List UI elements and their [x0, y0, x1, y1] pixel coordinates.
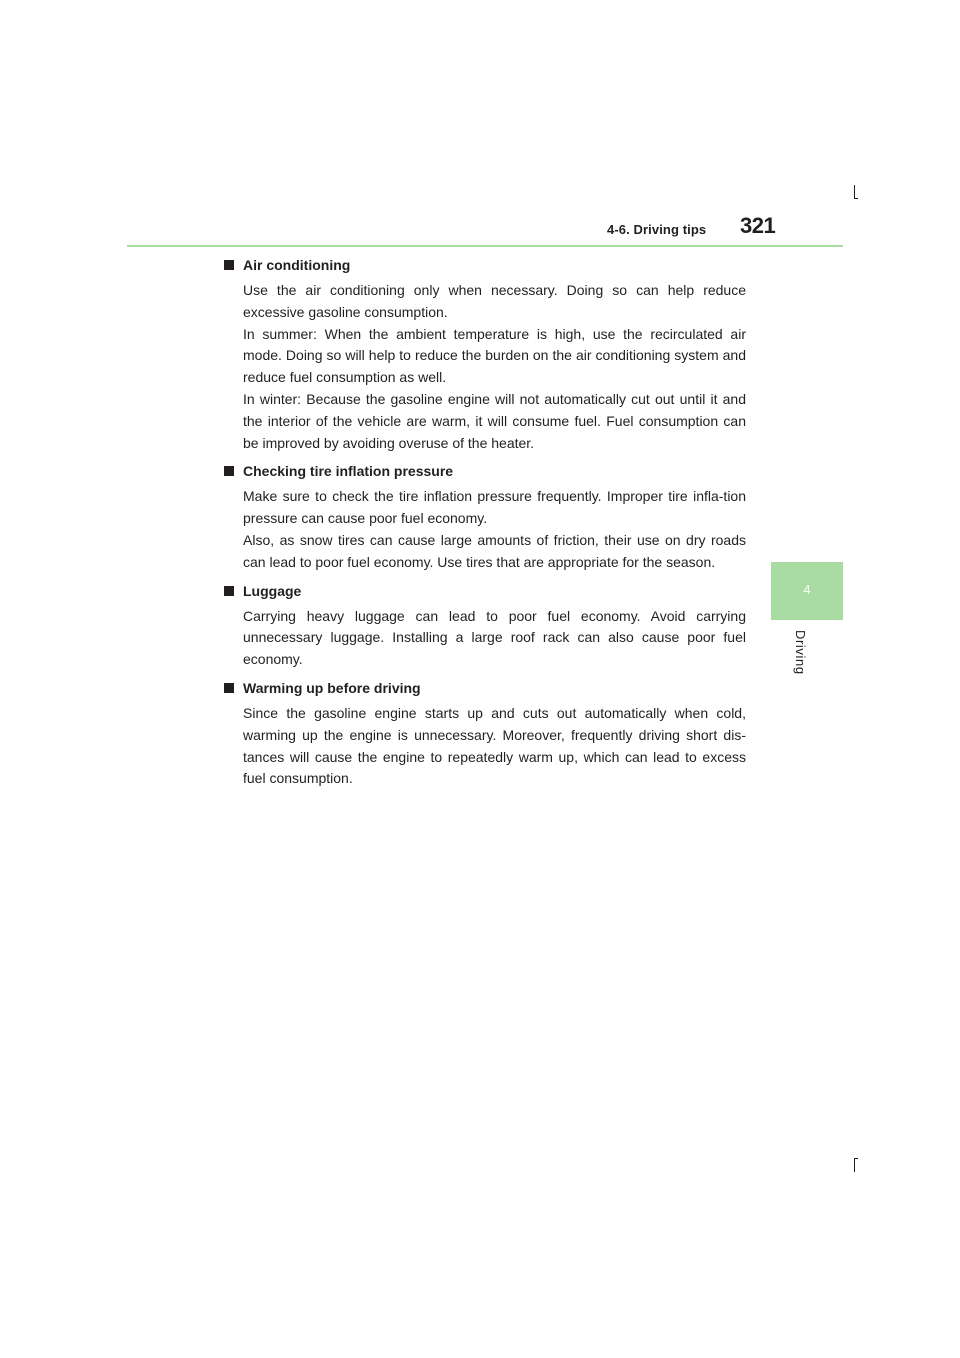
item-warming-up: [224, 677, 746, 790]
square-bullet-icon: [224, 683, 234, 693]
item-heading: [224, 677, 746, 699]
paragraph: In winter: Because the gasoline engine will not automatically cut out until it and the interior of the vehicle are warm, it will consume fuel. Fuel consumption can be improved by avoiding overuse of the heater.: [243, 390, 746, 451]
crop-mark-top-tick: [854, 198, 858, 199]
paragraph: Use the air conditioning only when necessary. Doing so can help reduce excessive gasoline consumption.: [243, 282, 746, 320]
chapter-number: 4: [803, 582, 811, 597]
square-bullet-icon: [224, 466, 234, 476]
section-title: 4-6. Driving tips: [607, 222, 707, 237]
item-heading: [224, 460, 746, 482]
item-heading: [224, 580, 746, 602]
crop-mark-bottom-tick: [854, 1158, 858, 1159]
item-heading: [224, 254, 746, 276]
item-heading-text: Checking tire inflation pressure: [243, 463, 454, 480]
paragraph: Make sure to check the tire inflation pressure frequently. Improper tire infla-tion pressure can cause poor fuel economy.: [243, 488, 746, 527]
item-tire-pressure: [224, 460, 746, 573]
item-heading-text: Warming up before driving: [243, 679, 421, 696]
paragraph: Since the gasoline engine starts up and cuts out automatically when cold, warming up the engine is unnecessary. Moreover, frequently driving short dis-tances will cause the engine to repeatedly warm up, which can lead to excess fuel consumption.: [243, 704, 746, 787]
item-body: [243, 486, 746, 573]
crop-mark-bottom: [854, 1158, 855, 1172]
chapter-label: Driving: [793, 630, 808, 675]
paragraph: Carrying heavy luggage can lead to poor fuel economy. Avoid carrying unnecessary luggage. Installing a large roof rack can also cause poor fuel economy.: [243, 607, 746, 668]
header-rule: [127, 245, 843, 247]
paragraph: Also, as snow tires can cause large amounts of friction, their use on dry roads can lead to poor fuel economy. Use tires that are appropriate for the season.: [243, 531, 746, 570]
square-bullet-icon: [224, 586, 234, 596]
item-air-conditioning: [224, 254, 746, 454]
chapter-tab: [771, 562, 843, 620]
item-body: [243, 703, 746, 790]
item-heading-text: Air conditioning: [243, 257, 351, 273]
page-number: 321: [740, 213, 776, 238]
square-bullet-icon: [224, 260, 234, 270]
item-heading-text: Luggage: [243, 582, 302, 599]
item-luggage: [224, 580, 746, 671]
page-content: [224, 254, 746, 796]
item-body: [243, 606, 746, 671]
item-body: [243, 280, 746, 454]
paragraph: In summer: When the ambient temperature is high, use the recirculated air mode. Doing so will help to reduce the burden on the air conditioning system and reduce fuel consumption as well.: [243, 325, 746, 386]
crop-mark-top: [854, 185, 855, 199]
